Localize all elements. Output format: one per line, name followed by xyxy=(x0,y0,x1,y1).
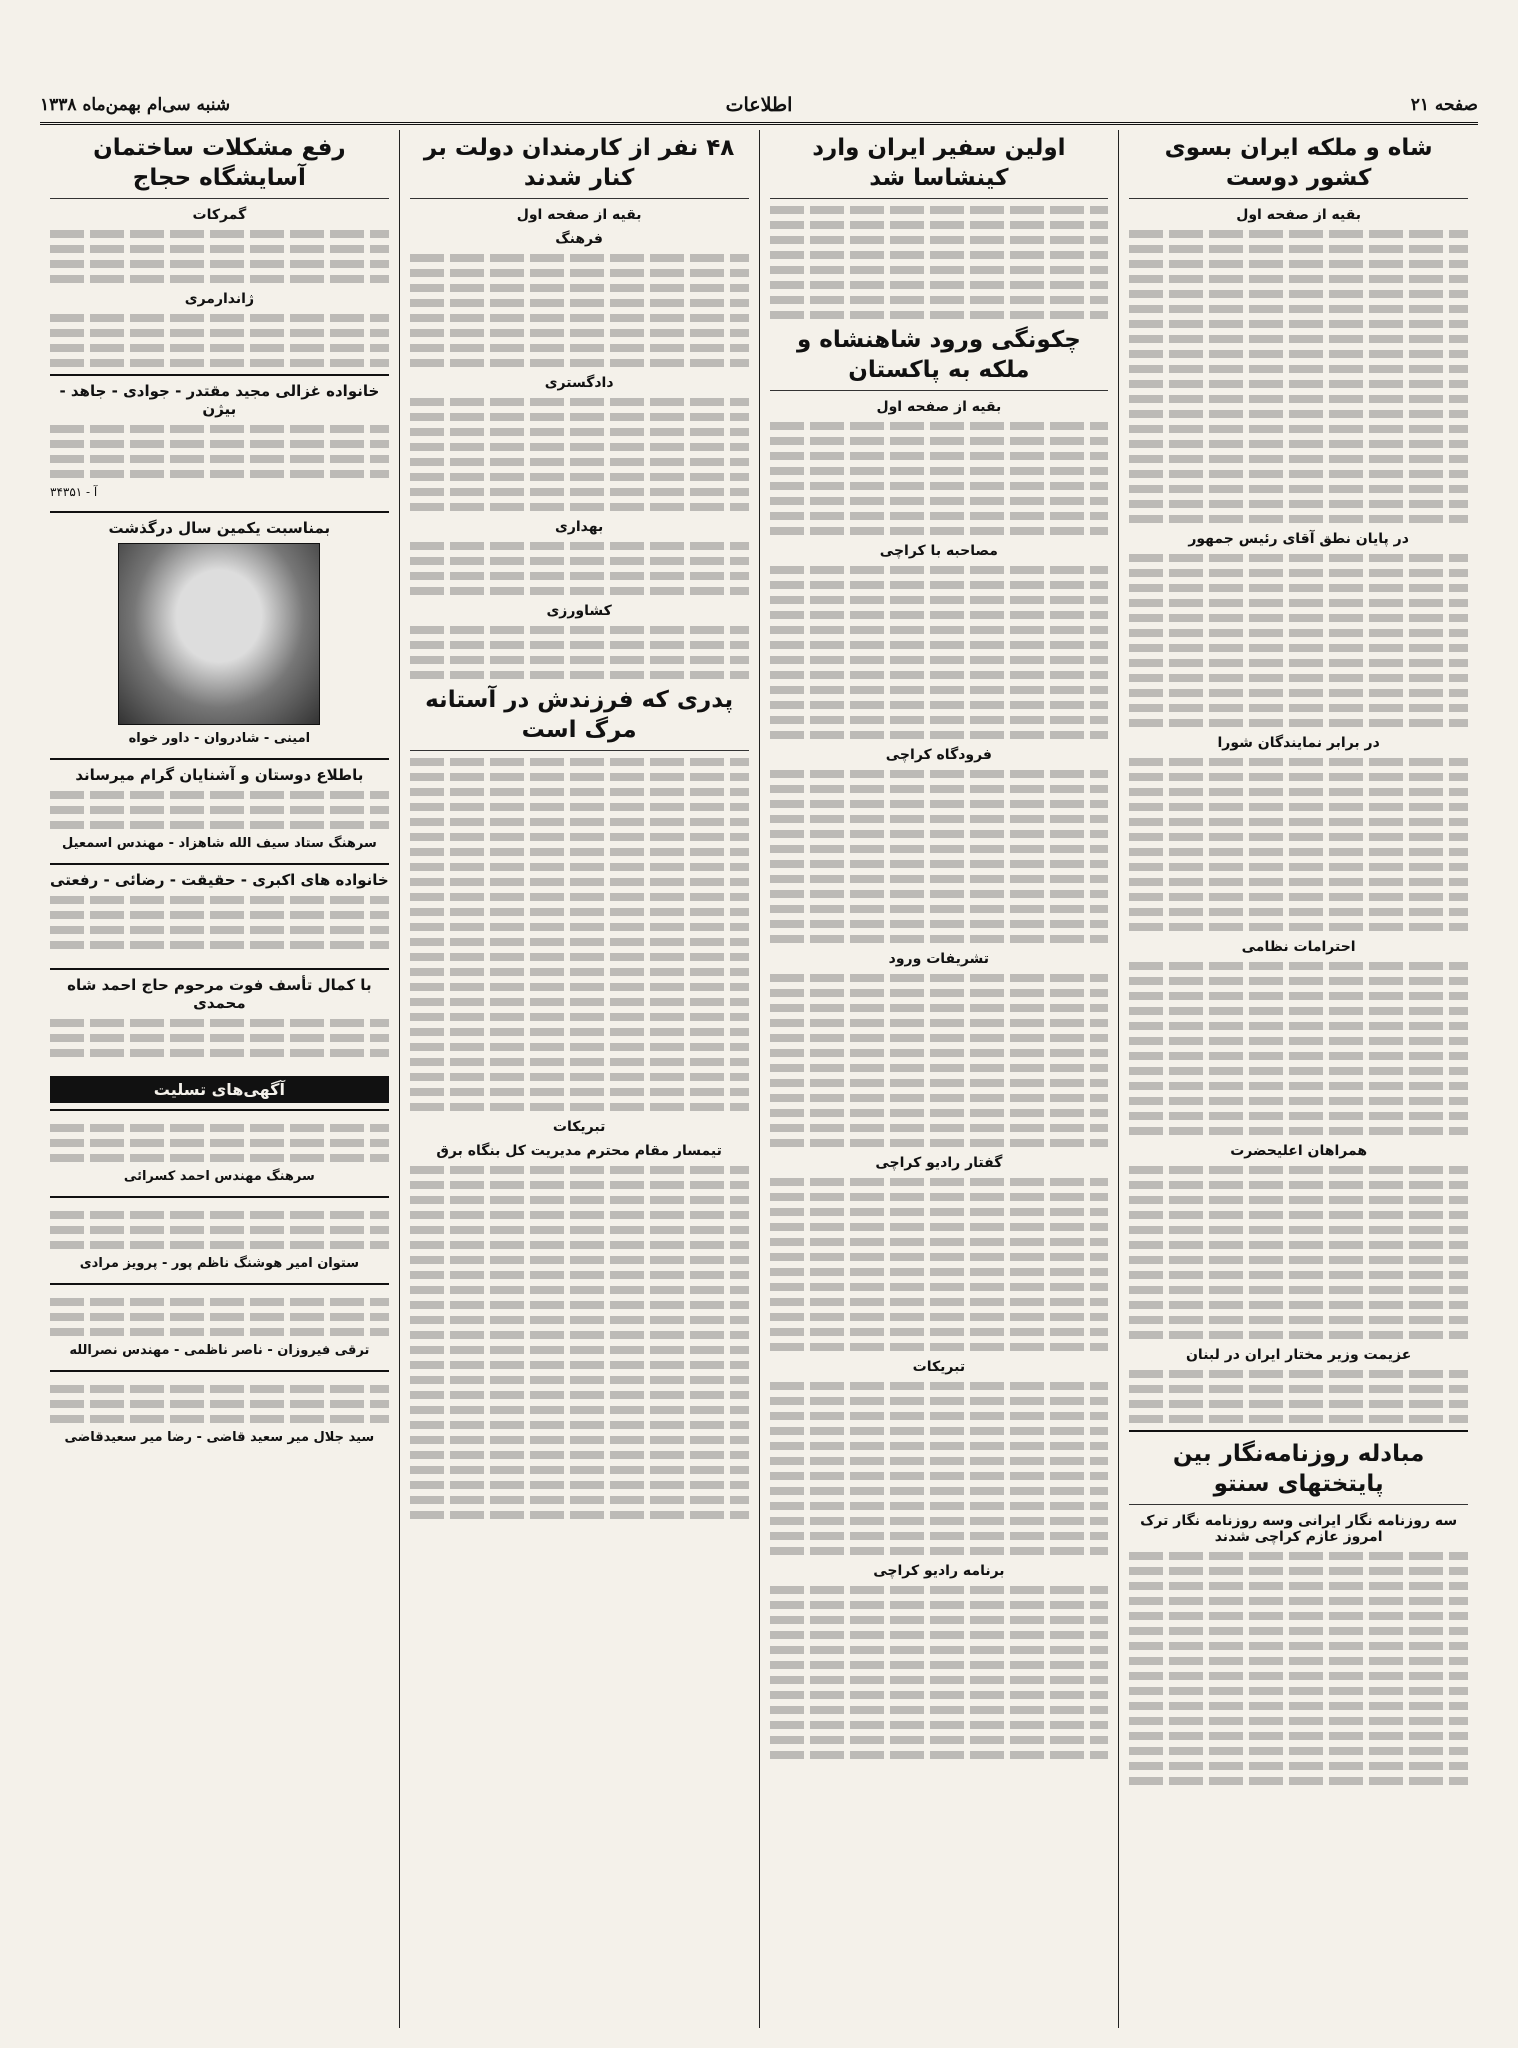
notice-2-title: بمناسبت یکمین سال درگذشت xyxy=(108,518,331,537)
notice-6 xyxy=(50,1109,389,1190)
notice-2-sign: امینی - شادروان - داور خواه xyxy=(128,730,311,746)
subhead-radio-karachi: گفتار رادیو کراچی xyxy=(875,1154,1003,1171)
subhead-assembly: در برابر نمایندگان شورا xyxy=(1217,734,1380,751)
column-4 xyxy=(40,130,399,2028)
page-number: صفحه ۲۱ xyxy=(1410,95,1478,115)
subhead-agriculture: کشاورزی xyxy=(546,602,612,619)
subhead-ceremony: تشریفات ورود xyxy=(888,950,990,967)
notice-6-sign: سرهنگ مهندس احمد کسرائی xyxy=(123,1168,315,1184)
notice-5-title: با کمال تأسف فوت مرحوم حاج احمد شاه محمدی xyxy=(67,975,372,1012)
notice-1-code: آ - ۳۴۳۵۱ xyxy=(50,484,98,499)
notice-3 xyxy=(50,758,389,857)
issue-date: شنبه سی‌ام بهمن‌ماه ۱۳۳۸ xyxy=(40,95,231,115)
headline-pakistan-arrival: چکونگی ورود شاهنشاه و ملکه به پاکستان xyxy=(770,326,1109,391)
subhead-karachi-airport: فرودگاه کراچی xyxy=(885,746,992,763)
notice-9 xyxy=(50,1370,389,1451)
column-2 xyxy=(759,130,1119,2028)
portrait-photo xyxy=(118,543,320,725)
masthead xyxy=(40,88,1478,125)
headline-ambassador: اولین سفیر ایران وارد کینشاسا شد xyxy=(770,134,1109,199)
notice-7 xyxy=(50,1196,389,1277)
subhead-radio-program: برنامه رادیو کراچی xyxy=(873,1562,1005,1579)
subhead-minister: عزیمت وزیر مختار ایران در لبنان xyxy=(1185,1346,1412,1363)
subhead-karachi-interview: مصاحبه با کراچی xyxy=(879,542,998,559)
subhead-entourage: همراهان اعلیحضرت xyxy=(1230,1142,1368,1159)
subhead-congratulations-3: تبریکات xyxy=(552,1118,606,1135)
notice-1 xyxy=(50,374,389,505)
subhead-justice: دادگستری xyxy=(544,374,614,391)
journalist-exchange-article xyxy=(1129,1430,1468,1785)
column-1 xyxy=(1118,130,1478,2028)
notice-9-sign: سید جلال میر سعید قاضی - رضا میر سعیدقاضی xyxy=(64,1429,375,1445)
notice-3-sign: سرهنگ ستاد سیف الله شاهزاد - مهندس اسمعیل xyxy=(61,835,377,851)
column-3 xyxy=(399,130,759,2028)
headline-shah-queen: شاه و ملکه ایران بسوی کشور دوست xyxy=(1129,134,1468,199)
notice-8-sign: ترقی فیروزان - ناصر ناظمی - مهندس نصرالله xyxy=(69,1342,370,1358)
headline-father-son: پدری که فرزندش در آستانه مرگ است xyxy=(410,686,749,751)
subhead-culture: فرهنگ xyxy=(555,230,603,247)
subhead-journalist-exchange: سه روزنامه نگار ایرانی وسه روزنامه نگار ترک امروز عازم کراچی شدند xyxy=(1140,1512,1458,1545)
notice-4-title: خانواده های اکبری - حقیقت - رضائی - رفعتی xyxy=(50,870,389,889)
headline-journalist-exchange: مبادله روزنامه‌نگار بین پایتختهای سنتو xyxy=(1129,1440,1468,1505)
notice-5 xyxy=(50,968,389,1070)
paper-title: اطلاعات xyxy=(725,94,793,116)
continued-label-2: بقیه از صفحه اول xyxy=(876,398,1002,415)
subhead-speech: در پایان نطق آقای رئیس جمهور xyxy=(1188,530,1409,547)
continued-label: بقیه از صفحه اول xyxy=(1236,206,1362,223)
subhead-electric-agency: تیمسار مقام محترم مدیریت کل بنگاه برق xyxy=(436,1142,722,1159)
notice-3-title: باطلاع دوستان و آشنایان گرام میرساند xyxy=(75,765,364,784)
headline-employees-dismissed: ۴۸ نفر از کارمندان دولت بر کنار شدند xyxy=(410,134,749,199)
notice-1-title: خانواده غزالی مجید مقتدر - جوادی - جاهد - بیژن xyxy=(59,381,380,418)
subhead-honors: احترامات نظامی xyxy=(1241,938,1356,955)
condolence-ads-header: آگهی‌های تسلیت xyxy=(50,1076,389,1103)
notice-2 xyxy=(50,511,389,752)
continued-label-3: بقیه از صفحه اول xyxy=(516,206,642,223)
columns xyxy=(40,130,1478,2028)
notice-8 xyxy=(50,1283,389,1364)
headline-pilgrims-sanatorium: رفع مشکلات ساختمان آسایشگاه حجاج xyxy=(50,134,389,199)
notice-4 xyxy=(50,863,389,962)
subhead-health: بهداری xyxy=(554,518,604,535)
subhead-congratulations: تبریکات xyxy=(912,1358,966,1375)
subhead-customs: گمرکات xyxy=(192,206,247,223)
subhead-gendarmerie: ژاندارمری xyxy=(184,290,255,307)
notice-7-sign: ستوان امیر هوشنگ ناظم پور - پرویز مرادی xyxy=(79,1255,359,1271)
